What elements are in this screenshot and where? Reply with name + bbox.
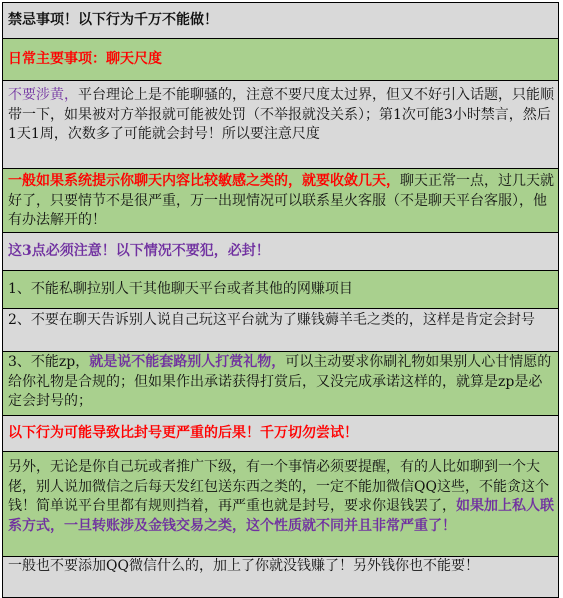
row-text [8,557,554,577]
text-segment: 一般也不要添加QQ微信什么的，加上了你就没钱赚了！另外钱你也不能要！ [8,558,479,574]
text-segment: 不要涉黄， [8,87,78,103]
text-segment: 1、不能私聊拉别人干其他聊天平台或者其他的网赚项目 [8,281,353,298]
row-text [8,458,554,536]
text-segment: 就是说不能套路别人打赏礼物， [89,354,286,370]
row-text [8,280,353,300]
row-text [8,242,270,262]
row-5 [3,233,558,271]
row-1 [3,3,558,39]
row-text [8,424,358,444]
text-segment: 3、不能zp， [8,354,90,370]
row-4 [3,169,558,233]
row-text [8,11,218,31]
row-2 [3,39,558,81]
text-segment: 如果加上私人联系方式，一旦转账涉及金钱交易之类，这个性质就不同并且非常严重了！ [8,498,554,534]
row-text [8,86,554,145]
text-segment: 禁忌事项！以下行为千万不能做！ [8,12,218,29]
row-11 [3,557,558,597]
rules-table [2,2,559,598]
row-text [8,353,554,412]
text-segment: 日常主要事项：聊天尺度 [8,51,162,68]
row-6 [3,271,558,309]
text-segment: 聊天正常一点，过几天就好了，只要情节不是很严重，万一出现情况可以联系星火客服（不是聊天平台客服），他有办法解开的！ [8,173,554,228]
text-segment: 以下行为可能导致比封号更严重的后果！千万切勿尝试！ [8,425,358,442]
row-8 [3,352,558,416]
text-segment: 平台理论上是不能聊骚的，注意不要尺度太过界，但又不好引入话题，只能顺带一下，如果被对方举报就可能被处罚（不举报就没关系）；第1次可能3小时禁言，然后1天1周，次数多了可能就会封号！所以要注意尺度 [8,87,554,142]
row-text [8,311,554,331]
text-segment: 2、不要在聊天告诉别人说自己玩这平台就为了赚钱薅羊毛之类的，这样是肯定会封号 [8,312,535,328]
row-10 [3,452,558,557]
text-segment: 另外，无论是你自己玩或者推广下级，有一个事情必须要提醒，有的人比如聊到一个大佬，别人说加微信之后每天发红包送东西之类的，一定不能加微信QQ这些，不能贪这个钱！简单说平台里都有规则挡着，再严重也就是封号，要求你退钱罢了， [8,459,549,514]
text-segment: 这3点必须注意！以下情况不要犯，必封！ [8,243,270,260]
row-9 [3,416,558,452]
row-text [8,172,554,231]
row-3 [3,81,558,169]
row-7 [3,309,558,352]
text-segment: 可以主动要求你刷礼物如果别人心甘情愿的给你礼物是合规的；但如果作出承诺获得打赏后，又没完成承诺这样的，就算是zp是必定会封号的； [8,354,552,409]
text-segment: 一般如果系统提示你聊天内容比较敏感之类的，就要收敛几天， [8,173,400,189]
row-text [8,50,162,70]
